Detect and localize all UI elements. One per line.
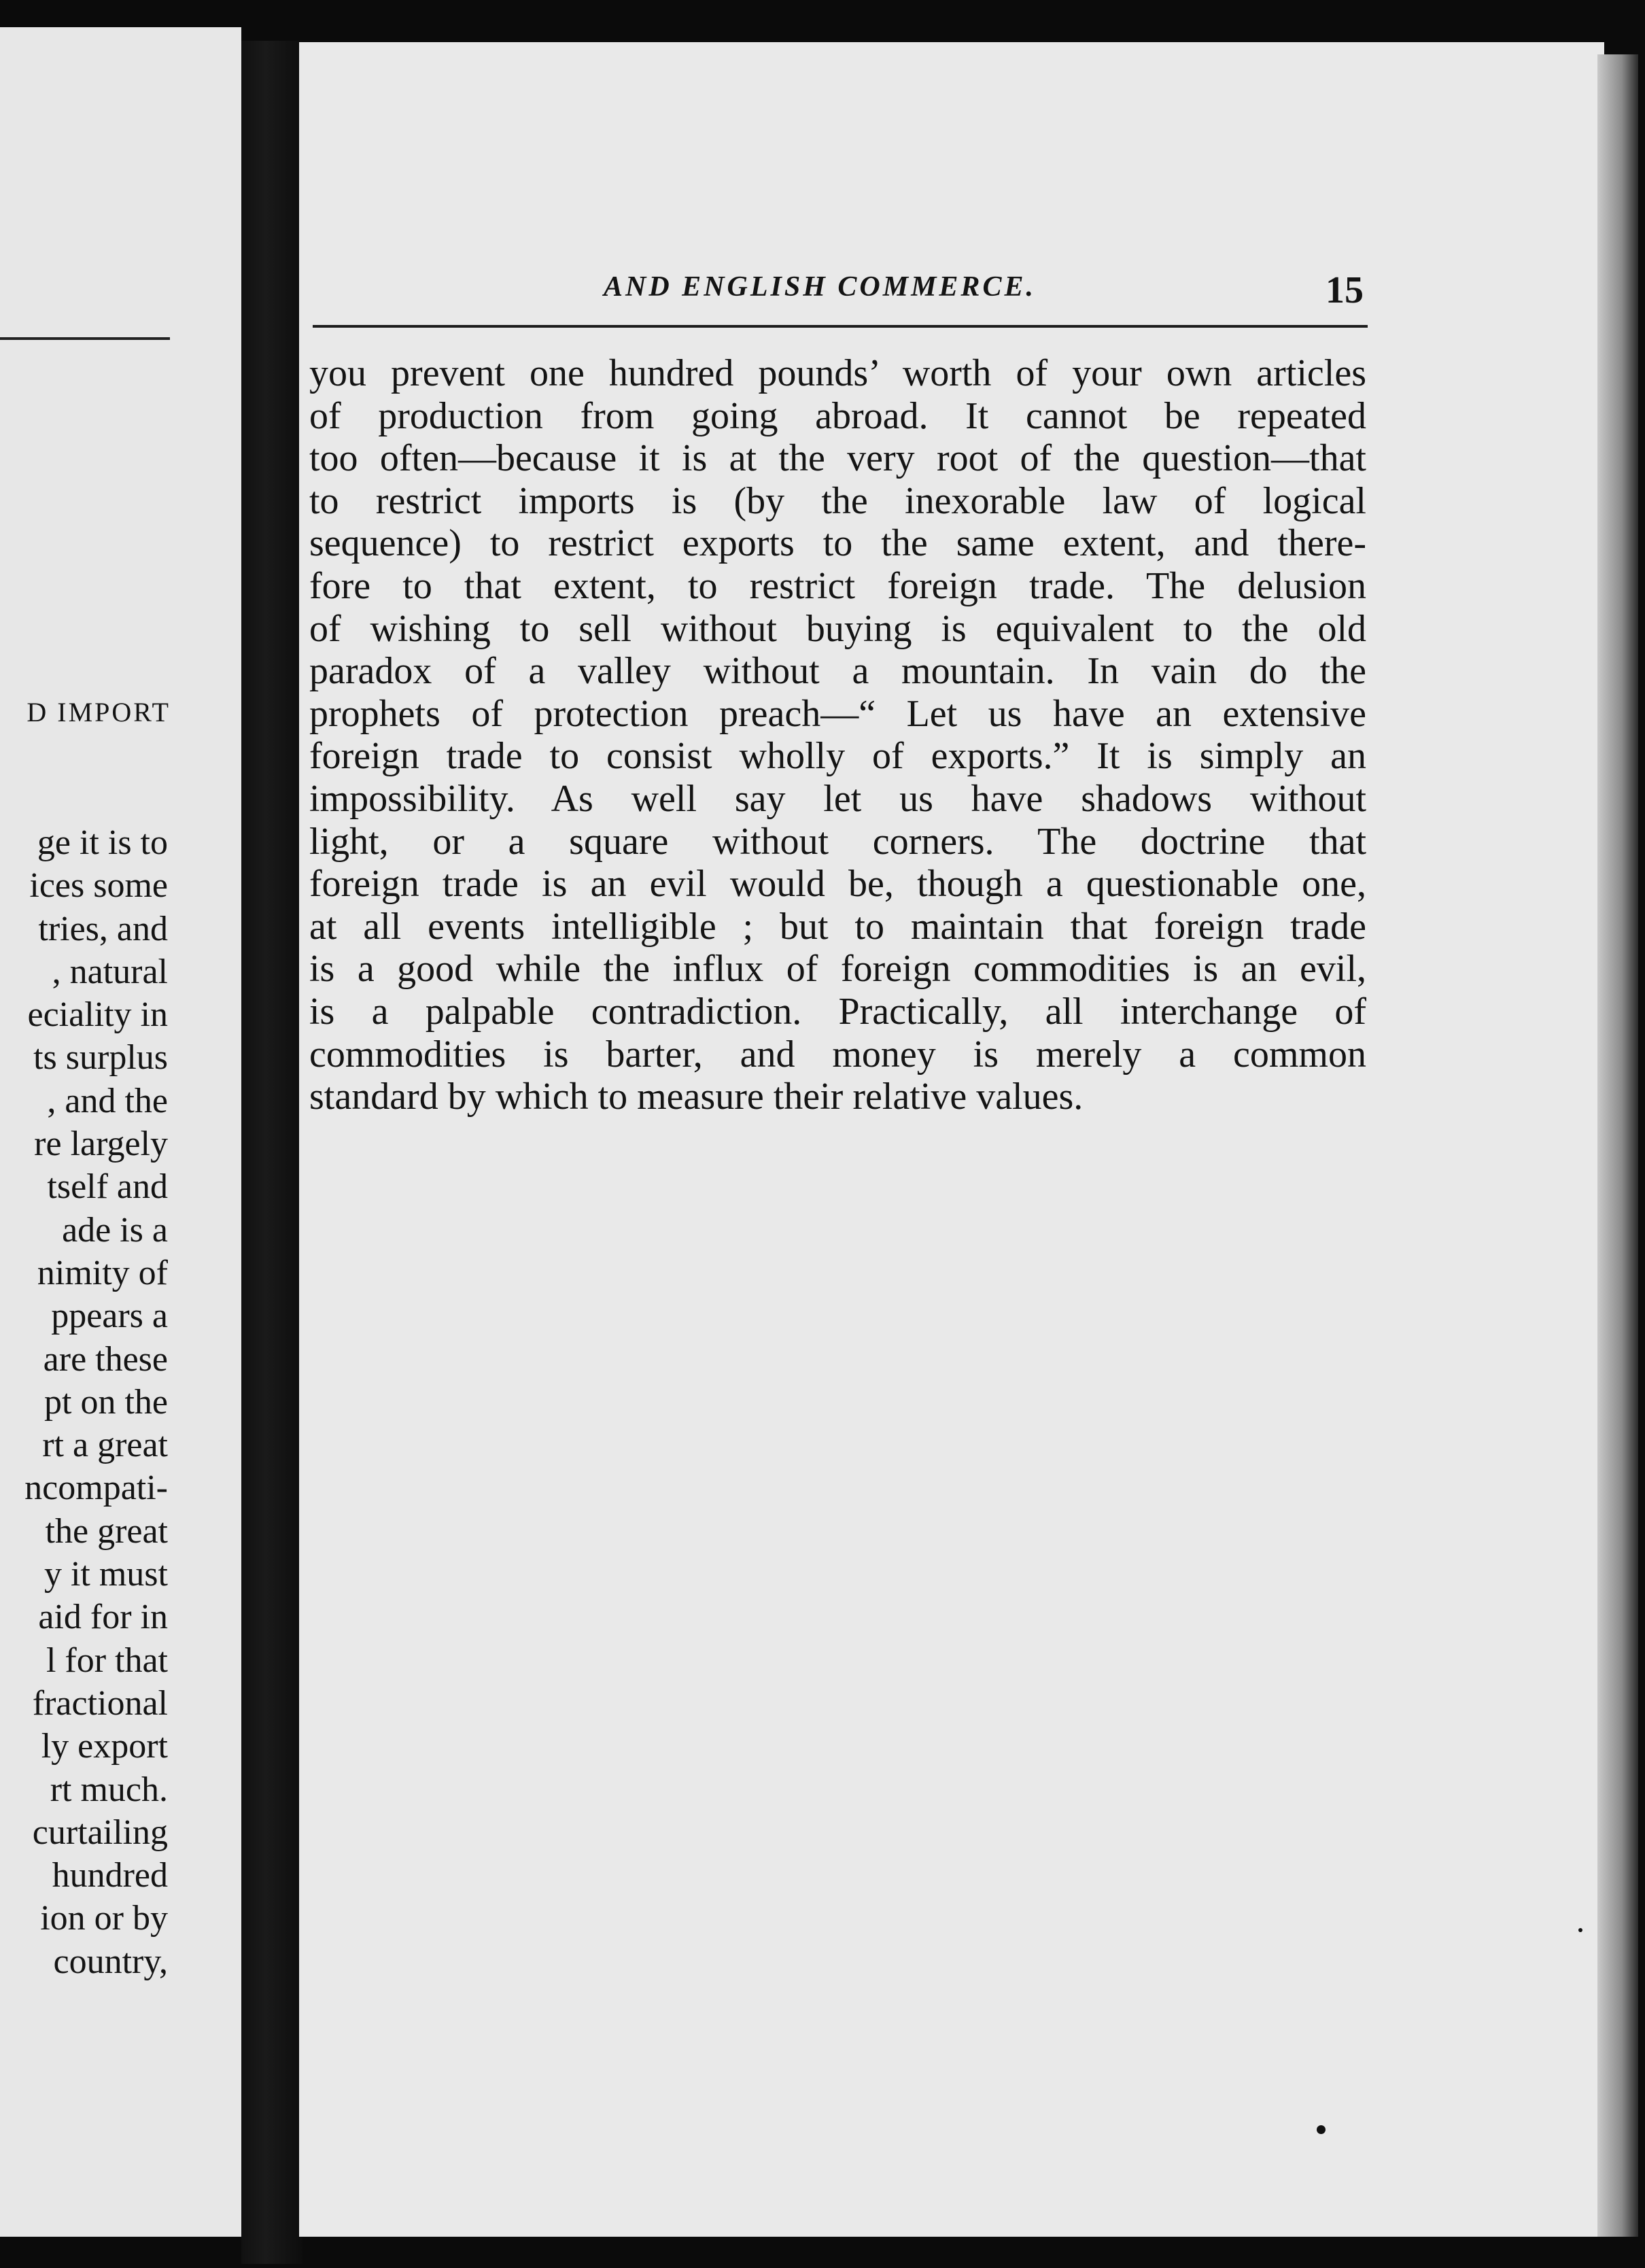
text-line: to restrict imports is (by the inexorable law of logical [309,479,1366,522]
left-text-line: aid for in [38,1598,168,1637]
left-text-line: ppears a [51,1296,168,1336]
text-line: commodities is barter, and money is merely a common [309,1033,1366,1076]
left-text-line: re largely [34,1124,168,1164]
ink-speck [1578,1928,1582,1932]
ink-speck [1317,2125,1326,2134]
left-text-line: fractional [32,1683,168,1723]
text-line: impossibility. As well say let us have shadows without [309,777,1366,820]
text-line: foreign trade is an evil would be, though a questionable one, [309,863,1366,906]
left-text-line: , natural [52,952,168,991]
text-line: fore to that extent, to restrict foreign trade. The delusion [309,564,1366,607]
text-line: of production from going abroad. It cannot be repeated [309,394,1366,437]
header-rule [313,325,1368,328]
left-facing-page [0,27,241,2237]
book-gutter [241,41,302,2264]
left-text-line: ly export [41,1727,168,1766]
left-text-line: ion or by [40,1899,168,1938]
running-head: AND ENGLISH COMMERCE. [604,271,1036,303]
left-text-line: ade is a [62,1210,168,1250]
left-text-line: nimity of [37,1253,168,1292]
left-section-heading: D IMPORT [27,697,171,727]
left-header-rule [0,337,170,340]
left-text-line: the great [45,1511,168,1551]
text-line: is a palpable contradiction. Practically, all interchange of [309,990,1366,1033]
page-number: 15 [1326,269,1364,311]
left-text-line: pt on the [44,1382,168,1422]
text-line: too often—because it is at the very root of the question—that [309,437,1366,480]
left-text-line: curtailing [32,1812,168,1852]
left-text-line: are these [43,1339,168,1379]
text-line: you prevent one hundred pounds’ worth of your own articles [309,352,1366,394]
text-line: light, or a square without corners. The doctrine that [309,820,1366,863]
left-text-block [24,821,168,1983]
left-text-line: l for that [46,1640,168,1680]
text-line: paradox of a valley without a mountain. In vain do the [309,650,1366,693]
text-line: is a good while the influx of foreign commodities is an evil, [309,948,1366,991]
left-text-line: rt a great [42,1426,168,1465]
left-text-line: hundred [52,1856,168,1895]
left-text-line: ts surplus [33,1038,168,1078]
left-text-line: country, [53,1942,168,1981]
left-text-line: rt much. [50,1770,168,1809]
left-text-line: eciality in [27,995,168,1035]
left-text-line: ices some [29,866,168,906]
left-text-line: tries, and [38,909,168,948]
text-line: of wishing to sell without buying is equivalent to the old [309,607,1366,650]
text-line: at all events intelligible ; but to maintain that foreign trade [309,905,1366,948]
left-text-line: ncompati- [24,1468,168,1508]
text-line: foreign trade to consist wholly of exports.” It is simply an [309,735,1366,778]
body-paragraph [309,352,1366,1118]
left-text-line: ge it is to [37,823,168,862]
text-line: prophets of protection preach—“ Let us have an extensive [309,692,1366,735]
text-line: standard by which to measure their relative values. [309,1076,1084,1118]
page-edge-shadow [1597,54,1638,2237]
left-text-line: , and the [47,1081,168,1120]
left-text-line: tself and [47,1167,168,1207]
left-text-line: y it must [44,1555,168,1594]
text-line: sequence) to restrict exports to the same extent, and there- [309,522,1366,565]
